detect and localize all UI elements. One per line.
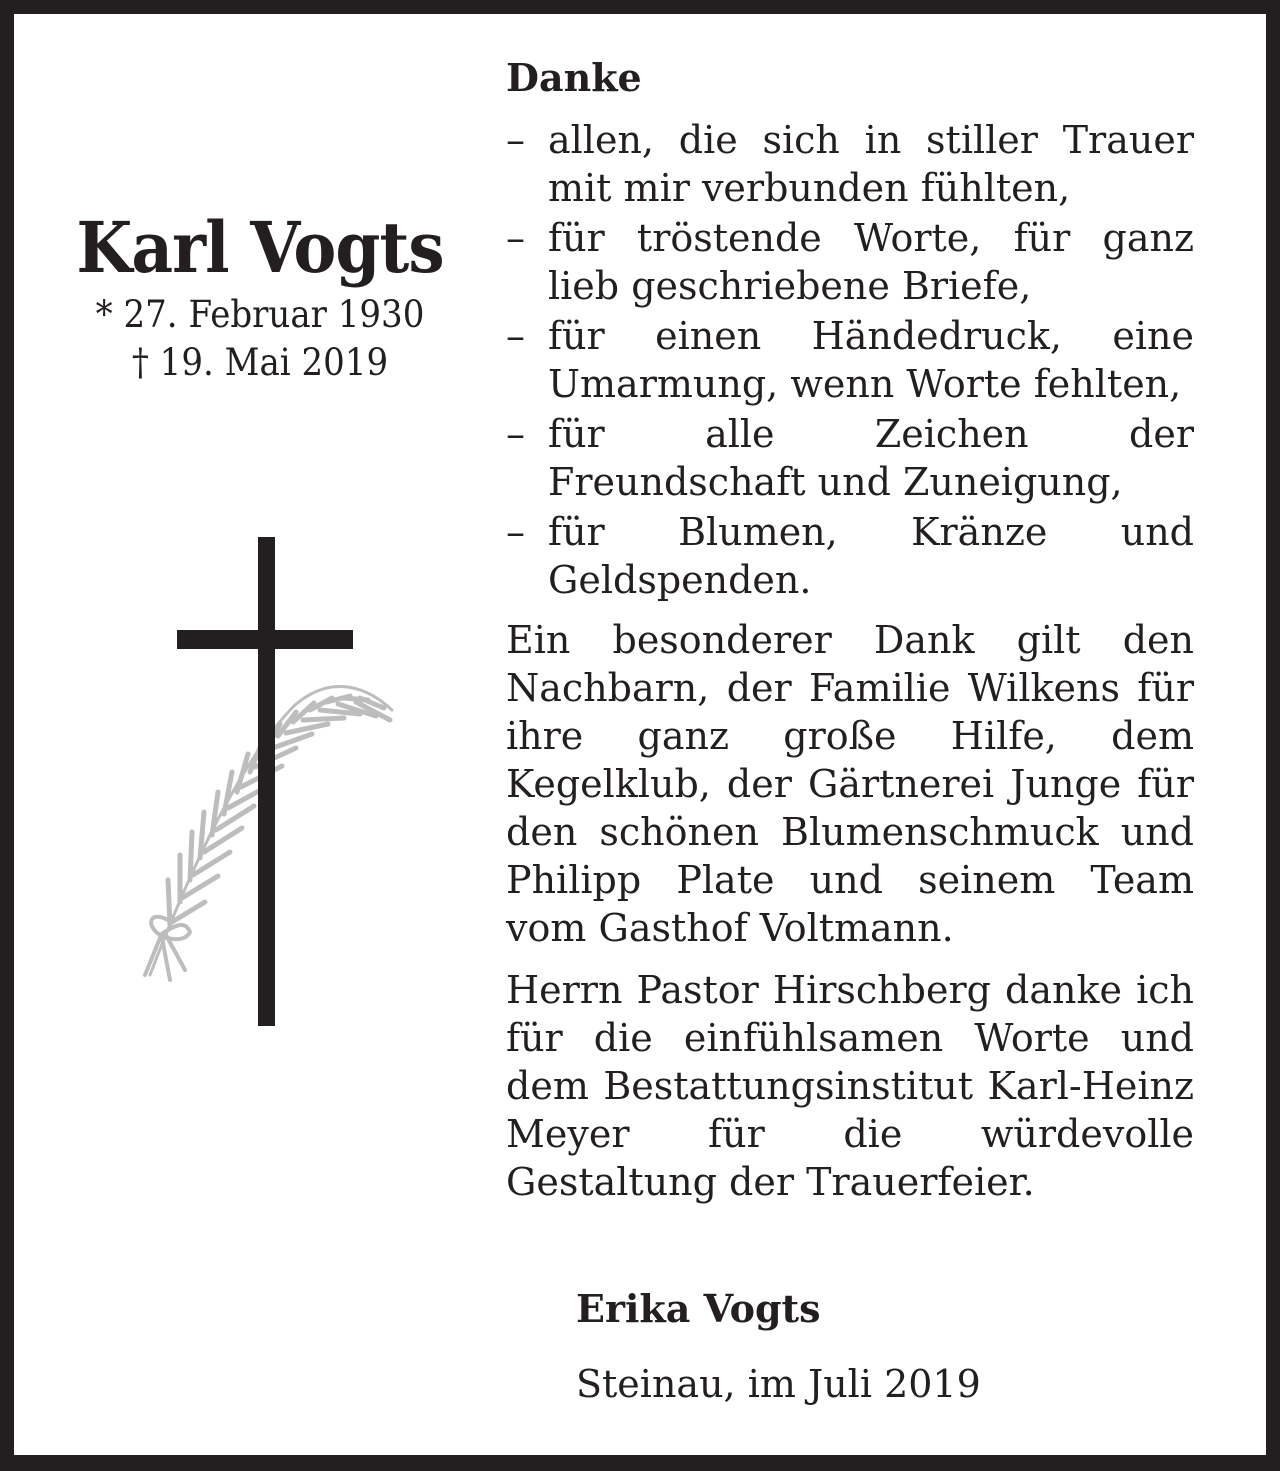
list-item xyxy=(506,116,1194,212)
thanks-heading: Danke xyxy=(506,55,642,100)
list-item xyxy=(506,214,1194,310)
list-item-text: für Blumen, Kränze und Geldspenden. xyxy=(548,510,1194,602)
list-item xyxy=(506,312,1194,408)
dash-bullet: – xyxy=(506,510,525,554)
list-item-text: für alle Zeichen der Freundschaft und Zuneigung, xyxy=(548,412,1194,504)
place-and-date: Steinau, im Juli 2019 xyxy=(576,1362,981,1406)
list-item xyxy=(506,410,1194,506)
death-date: † 19. Mai 2019 xyxy=(131,341,389,384)
deceased-info xyxy=(40,205,480,387)
cross-icon xyxy=(177,537,353,1026)
dash-bullet: – xyxy=(506,216,525,260)
thanks-text-column xyxy=(506,50,1194,1206)
special-thanks-paragraph: Ein besonderer Dank gilt den Nachbarn, der Familie Wilkens für ihre ganz große Hilfe, dem Kegelklub, der Gärtnerei Junge für den schönen Blumenschmuck und Philipp Plate und seinem Team vom Gasthof Voltmann. xyxy=(506,618,1194,950)
list-item-text: für tröstende Worte, für ganz lieb geschriebene Briefe, xyxy=(548,216,1194,308)
dash-bullet: – xyxy=(506,314,525,358)
pastor-thanks-paragraph: Herrn Pastor Hirschberg danke ich für die einfühlsamen Worte und dem Bestattungsinstitut Karl-Heinz Meyer für die würdevolle Gestaltung der Trauerfeier. xyxy=(506,968,1194,1204)
list-item xyxy=(506,508,1194,604)
list-item-text: allen, die sich in stiller Trauer mit mir verbunden fühlten, xyxy=(548,118,1194,210)
cross-with-palm-branch-icon xyxy=(130,530,420,1040)
deceased-name: Karl Vogts xyxy=(76,206,444,289)
list-item-text: für einen Händedruck, eine Umarmung, wenn Worte fehlten, xyxy=(548,314,1194,406)
thanks-list xyxy=(506,116,1194,604)
birth-date: * 27. Februar 1930 xyxy=(95,293,425,336)
dash-bullet: – xyxy=(506,118,525,162)
dash-bullet: – xyxy=(506,412,525,456)
signature-name: Erika Vogts xyxy=(576,1286,821,1331)
